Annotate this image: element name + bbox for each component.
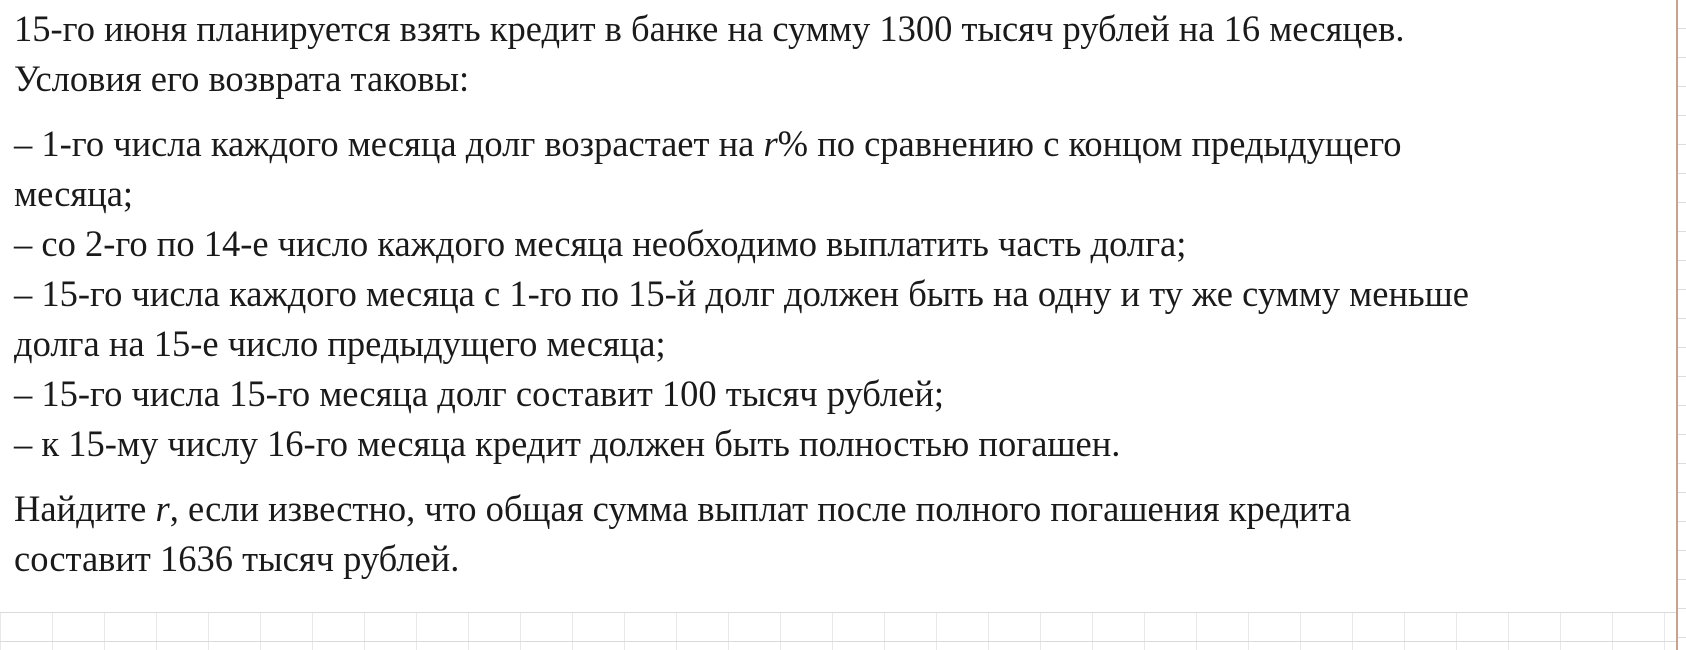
condition-2: – со 2-го по 14-е число каждого месяца необходимо выплатить часть долга;: [14, 223, 1187, 264]
question-line-2: составит 1636 тысяч рублей.: [14, 538, 460, 579]
problem-text: [14, 4, 1664, 584]
grid-line: [0, 641, 1686, 642]
background-grid: [0, 612, 1686, 650]
condition-5: – к 15-му числу 16-го месяца кредит должен быть полностью погашен.: [14, 423, 1121, 464]
condition-1-continued: месяца;: [14, 173, 134, 214]
intro-paragraph: [14, 4, 1664, 104]
condition-4: – 15-го числа 15-го месяца долг составит 100 тысяч рублей;: [14, 373, 945, 414]
right-edge-bar: [1676, 0, 1686, 650]
question-line-1: [14, 484, 1664, 534]
right-edge-ticks: [1678, 0, 1686, 650]
question-paragraph: [14, 484, 1664, 584]
question-suffix: , если известно, что общая сумма выплат после полного погашения кредита: [169, 488, 1352, 529]
intro-line-2: Условия его возврата таковы:: [14, 58, 470, 99]
variable-r: r: [155, 488, 170, 529]
condition-3-continued: долга на 15-е число предыдущего месяца;: [14, 323, 666, 364]
question-prefix: Найдите: [14, 488, 156, 529]
conditions-list: [14, 119, 1664, 469]
condition-3: – 15-го числа каждого месяца с 1-го по 15-й долг должен быть на одну и ту же сумму меньше: [14, 273, 1469, 314]
variable-r: r: [763, 123, 778, 164]
grid-line: [0, 612, 1686, 613]
condition-1: [14, 119, 1664, 169]
condition-1-prefix: – 1-го числа каждого месяца долг возрастает на: [14, 123, 764, 164]
condition-1-suffix: % по сравнению с концом предыдущего: [777, 123, 1402, 164]
intro-line-1: 15-го июня планируется взять кредит в банке на сумму 1300 тысяч рублей на 16 месяцев.: [14, 8, 1405, 49]
